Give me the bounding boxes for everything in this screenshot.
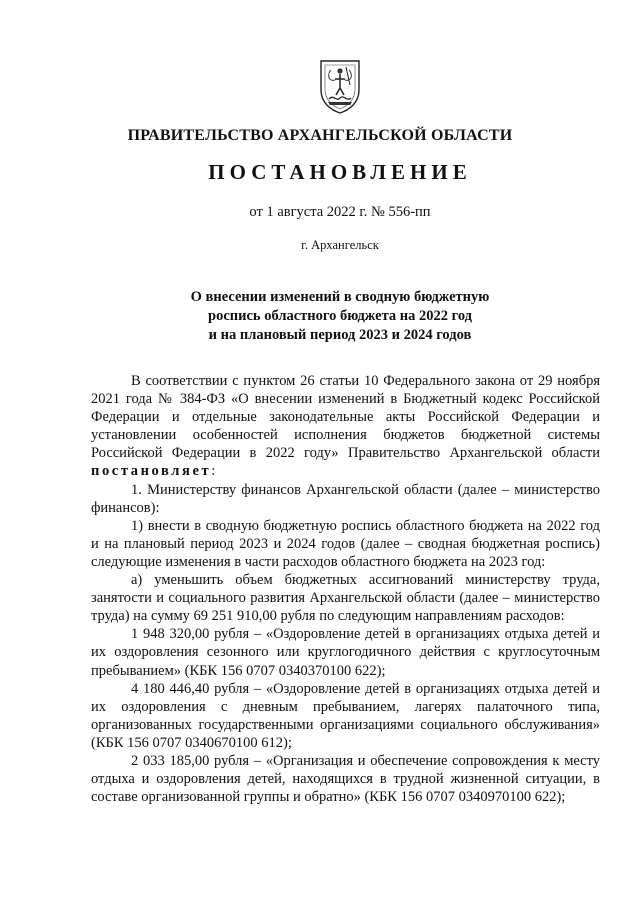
decree-word: постановляет (91, 463, 212, 480)
document-type: ПОСТАНОВЛЕНИЕ (208, 160, 472, 184)
paragraph-preamble (91, 372, 600, 481)
document-body (91, 372, 600, 806)
paragraph-subitem-1: 1) внести в сводную бюджетную роспись областного бюджета на 2022 год и на плановый период 2023 и 2024 годов (далее – сводная бюджетная роспись) следующие изменения в части расходов областного бюджета на 2023 год: (91, 517, 600, 570)
subject-line-3: и на плановый период 2023 и 2024 годов (208, 327, 472, 343)
paragraph-expense-2: 4 180 446,40 рубля – «Оздоровление детей в организациях отдыха детей и их оздоровления с дневным пребыванием, лагерях палаточного типа, организованных государственными организациями социального обслуживания» (КБК 156 0707 0340670100 612); (91, 680, 600, 751)
decree-colon: : (211, 463, 216, 480)
government-name: ПРАВИТЕЛЬСТВО АРХАНГЕЛЬСКОЙ ОБЛАСТИ (127, 127, 513, 144)
document-date-number: от 1 августа 2022 г. № 556-пп (249, 204, 431, 220)
paragraph-item-1: 1. Министерству финансов Архангельской области (далее – министерство финансов): (91, 481, 600, 516)
subject-line-2: роспись областного бюджета на 2022 год (208, 308, 472, 324)
document-subject (0, 288, 640, 345)
subject-line-1: О внесении изменений в сводную бюджетную (190, 289, 490, 305)
coat-of-arms-icon (317, 58, 363, 114)
paragraph-expense-1: 1 948 320,00 рубля – «Оздоровление детей в организациях отдыха детей и их оздоровления сезонного или круглогодичного действия с круглосуточным пребыванием» (КБК 156 0707 0340370100 622); (91, 626, 600, 679)
paragraph-expense-3: 2 033 185,00 рубля – «Организация и обеспечение сопровождения к месту отдыха и оздоровления детей, находящихся в трудной жизненной ситуации, в составе организованной группы и обратно» (КБК 156 0707 0340970100 622); (91, 752, 600, 806)
document-city: г. Архангельск (301, 238, 379, 252)
paragraph-subitem-a: а) уменьшить объем бюджетных ассигнований министерству труда, занятости и социального развития Архангельской области (далее – министерство труда) на сумму 69 251 910,00 рубля по следующим направлениям расходов: (91, 572, 600, 625)
preamble-text: В соответствии с пунктом 26 статьи 10 Федерального закона от 29 ноября 2021 года № 384-ФЗ «О внесении изменений в Бюджетный кодекс Российской Федерации и отдельные законодательные акты Российской Федерации и установлении особенностей исполнения бюджетов бюджетной системы Российской Федерации в 2022 году» Правительство Архангельской области (91, 373, 600, 462)
